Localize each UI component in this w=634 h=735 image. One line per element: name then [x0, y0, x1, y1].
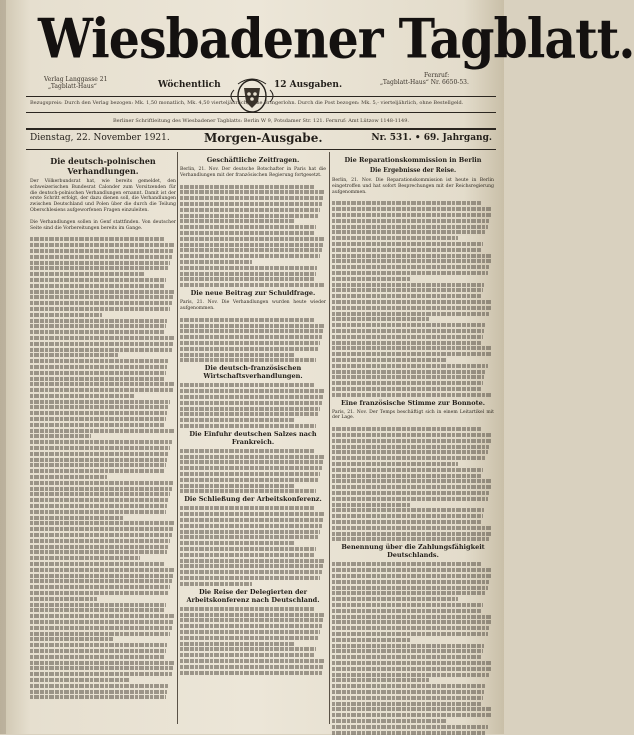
text-line	[30, 324, 166, 328]
text-line	[30, 394, 134, 398]
article-paragraph: Paris, 21. Nov. Die Verhandlungen wurden heute wieder aufgenommen.	[180, 300, 326, 311]
text-line	[30, 545, 169, 549]
text-line	[30, 492, 170, 496]
text-line	[332, 445, 489, 449]
header-rule-bottom	[26, 128, 496, 130]
text-line	[332, 370, 486, 374]
text-line	[180, 418, 294, 422]
article-column-1	[30, 154, 176, 724]
text-line	[30, 539, 170, 543]
text-line	[30, 533, 172, 537]
text-line	[332, 393, 492, 397]
text-line	[30, 521, 175, 525]
text-line	[180, 553, 314, 557]
header-rule-top	[26, 96, 496, 97]
text-line	[30, 649, 166, 653]
text-line	[30, 359, 169, 363]
text-line	[332, 491, 489, 495]
issues-label: 12 Ausgaben.	[274, 80, 343, 90]
edition-name: Morgen-Ausgabe.	[204, 131, 323, 145]
berlin-office-info: Berliner Schriftleitung des Wiesbadener Tagblatts: Berlin W 9, Potsdamer Str. 121. Fernruf: Amt Lützow 1148-1149.	[113, 118, 409, 124]
text-line	[332, 615, 492, 619]
text-line	[332, 537, 489, 541]
text-line	[30, 313, 102, 317]
dateline	[30, 132, 492, 146]
text-line	[332, 259, 491, 263]
text-line	[332, 591, 486, 595]
text-line	[30, 405, 169, 409]
text-line	[332, 580, 489, 584]
text-line	[332, 306, 491, 310]
text-line	[332, 283, 484, 287]
publisher-house: „Tagblatt-Haus“	[48, 83, 97, 90]
text-line	[30, 568, 175, 572]
section-heading: Die neue Beitrag zur Schuldfrage.	[190, 289, 316, 298]
text-line	[180, 341, 320, 345]
text-line	[30, 516, 123, 520]
body-text-lines	[180, 383, 326, 428]
text-line	[332, 329, 484, 333]
text-line	[30, 458, 167, 462]
column-divider-2	[329, 152, 330, 724]
text-line	[180, 535, 319, 539]
text-line	[332, 236, 458, 240]
issue-number: Nr. 531. • 69. Jahrgang.	[371, 133, 492, 143]
text-line	[30, 348, 172, 352]
text-line	[332, 468, 483, 472]
text-line	[180, 219, 294, 223]
text-line	[30, 434, 91, 438]
text-line	[180, 324, 325, 328]
text-line	[180, 266, 317, 270]
text-line	[332, 462, 458, 466]
article-paragraph: Berlin, 21. Nov. Der deutsche Botschafter in Paris hat die Verhandlungen mit der französischen Regierung fortgesetzt.	[180, 167, 326, 178]
text-line	[30, 365, 167, 369]
coat-of-arms-icon	[214, 72, 290, 116]
text-line	[30, 336, 175, 340]
text-line	[30, 510, 166, 514]
text-line	[332, 288, 483, 292]
text-line	[180, 449, 314, 453]
text-line	[332, 346, 492, 350]
masthead-title: Wiesbadener Tagblatt.	[38, 7, 634, 71]
text-line	[332, 375, 484, 379]
text-line	[332, 300, 492, 304]
text-line	[332, 562, 481, 566]
text-line	[332, 456, 486, 460]
text-line	[30, 562, 164, 566]
text-line	[30, 597, 97, 601]
text-line	[332, 317, 429, 321]
text-line	[180, 318, 314, 322]
text-line	[180, 624, 322, 628]
body-text-lines	[332, 201, 494, 396]
text-line	[30, 388, 173, 392]
text-line	[30, 382, 175, 386]
text-line	[180, 231, 314, 235]
text-line	[180, 196, 323, 200]
text-line	[332, 207, 492, 211]
text-line	[332, 678, 429, 682]
text-line	[332, 294, 481, 298]
text-line	[30, 290, 175, 294]
text-line	[332, 644, 484, 648]
text-line	[180, 335, 322, 339]
text-line	[332, 503, 411, 507]
text-line	[30, 440, 172, 444]
text-line	[332, 427, 481, 431]
text-line	[30, 295, 173, 299]
text-line	[180, 401, 322, 405]
body-text-lines	[30, 237, 176, 699]
text-line	[332, 632, 488, 636]
text-line	[30, 307, 170, 311]
text-line	[180, 472, 320, 476]
text-line	[30, 678, 129, 682]
text-line	[180, 506, 314, 510]
text-line	[30, 666, 173, 670]
text-line	[180, 243, 323, 247]
text-line	[30, 690, 167, 694]
text-line	[180, 225, 316, 229]
text-line	[30, 463, 166, 467]
text-line	[332, 603, 483, 607]
text-line	[180, 202, 322, 206]
text-line	[332, 433, 492, 437]
text-line	[332, 364, 488, 368]
text-line	[30, 643, 167, 647]
article-paragraph: Die Verhandlungen sollen in Genf stattfinden. Von deutscher Seite sind die Vorbereitungen bereits im Gange.	[30, 219, 176, 231]
text-line	[332, 568, 492, 572]
text-line	[332, 731, 486, 735]
section-heading: Die Schließung der Arbeitskonferenz.	[184, 495, 322, 504]
text-line	[180, 665, 323, 669]
text-line	[332, 649, 483, 653]
text-line	[332, 341, 481, 345]
text-line	[180, 630, 320, 634]
text-line	[30, 574, 173, 578]
text-line	[30, 498, 169, 502]
text-line	[30, 637, 113, 641]
text-line	[180, 329, 323, 333]
text-line	[332, 514, 483, 518]
text-line	[332, 690, 484, 694]
text-line	[332, 609, 481, 613]
text-line	[332, 574, 491, 578]
text-line	[180, 347, 319, 351]
text-line	[180, 237, 325, 241]
text-line	[30, 330, 164, 334]
text-line	[30, 266, 169, 270]
text-line	[30, 261, 170, 265]
article-heading: Die deutsch-polnischen Verhandlungen.	[50, 156, 156, 176]
text-line	[332, 702, 481, 706]
text-line	[180, 576, 320, 580]
section-heading: Benennung über die Zahlungsfähigkeit Deutschlands.	[341, 543, 485, 560]
text-line	[180, 582, 252, 586]
text-line	[332, 439, 491, 443]
text-line	[30, 695, 166, 699]
text-line	[332, 719, 447, 723]
text-line	[332, 265, 489, 269]
page-edge-shadow	[0, 0, 6, 734]
text-line	[30, 371, 166, 375]
text-line	[332, 532, 491, 536]
text-line	[180, 659, 325, 663]
text-line	[332, 323, 486, 327]
text-line	[30, 661, 175, 665]
text-line	[332, 696, 483, 700]
subscription-info: Bezugspreis: Durch den Verlag bezogen: Mk. 1,50 monatlich, Mk. 4,50 vierteljährlich, ohne Bringerlohn. Durch die Post bezogen: Mk. 5,- vierteljährlich, ohne Bestellgeld.	[30, 100, 464, 106]
article-paragraph: Der Völkerbundsrat hat, wie bereits gemeldet, den schweizerischen Bundesrat Calonder zum Vorsitzenden für die deutsch-polnischen Verhandlungen ernannt. Damit ist der erste Schritt erfolgt, der dazu dienen soll, die Verhandlungen zwischen Deutschland und Polen über die durch die Teilung Oberschlesiens aufgeworfenen Fragen einzuleiten.	[30, 179, 176, 213]
text-line	[180, 570, 322, 574]
text-line	[180, 460, 323, 464]
text-line	[180, 466, 322, 470]
text-line	[180, 642, 294, 646]
section-heading: Geschäftliche Zeitfragen.	[206, 156, 300, 164]
text-line	[332, 520, 481, 524]
text-line	[180, 455, 325, 459]
text-line	[180, 272, 316, 276]
text-line	[30, 452, 169, 456]
text-line	[180, 383, 314, 387]
text-line	[30, 423, 164, 427]
text-line	[180, 353, 294, 357]
text-line	[180, 389, 325, 393]
text-line	[30, 342, 173, 346]
text-line	[180, 358, 316, 362]
body-text-lines	[180, 449, 326, 494]
coat-of-arms-emblem	[214, 72, 290, 116]
text-line	[332, 626, 489, 630]
text-line	[180, 653, 314, 657]
text-line	[332, 230, 486, 234]
text-line	[30, 417, 166, 421]
text-line	[30, 469, 164, 473]
text-line	[332, 526, 492, 530]
text-line	[180, 671, 322, 675]
text-line	[332, 352, 491, 356]
text-line	[30, 527, 173, 531]
body-text-lines	[332, 562, 494, 734]
text-line	[30, 446, 170, 450]
text-line	[332, 201, 481, 205]
text-line	[30, 591, 169, 595]
text-line	[30, 272, 144, 276]
text-line	[332, 248, 481, 252]
phone-number: „Tagblatt-Haus“ Nr. 6650-53.	[380, 79, 469, 86]
text-line	[180, 260, 252, 264]
text-line	[30, 655, 164, 659]
article-paragraph: Paris, 21. Nov. Der Temps beschäftigt sich in einem Leitartikel mit der Lage.	[332, 409, 494, 421]
text-line	[30, 550, 167, 554]
text-line	[332, 254, 492, 258]
dateline-rule	[26, 149, 496, 150]
text-line	[332, 242, 483, 246]
text-line	[180, 214, 319, 218]
article-column-2	[180, 154, 326, 724]
article-paragraph: Berlin, 21. Nov. Die Reparationskommission ist heute in Berlin eingetroffen und hat sofort Besprechungen mit der Reichsregierung aufgenommen.	[332, 178, 494, 195]
text-line	[332, 497, 488, 501]
text-line	[180, 541, 294, 545]
section-heading: Die Einfuhr deutschen Salzes nach Frankreich.	[189, 429, 317, 446]
section-heading: Eine französische Stimme zur Bonnote.	[340, 398, 486, 407]
text-line	[332, 597, 458, 601]
text-line	[332, 474, 481, 478]
text-line	[30, 411, 167, 415]
text-line	[180, 277, 314, 281]
text-line	[30, 353, 118, 357]
text-line	[332, 620, 491, 624]
text-line	[30, 626, 172, 630]
text-line	[332, 225, 488, 229]
text-line	[180, 254, 320, 258]
text-line	[30, 475, 107, 479]
text-line	[30, 579, 172, 583]
text-line	[180, 607, 314, 611]
body-text-lines	[180, 185, 326, 288]
text-line	[332, 450, 488, 454]
text-line	[30, 319, 167, 323]
text-line	[30, 556, 140, 560]
text-line	[180, 185, 314, 189]
section-subheading: Die Ergebnisse der Reise.	[369, 167, 457, 174]
text-line	[30, 249, 173, 253]
weekly-label: Wöchentlich	[158, 80, 221, 90]
text-line	[332, 387, 481, 391]
text-line	[30, 620, 173, 624]
text-line	[180, 395, 323, 399]
text-line	[332, 707, 492, 711]
text-line	[30, 429, 175, 433]
text-line	[180, 407, 320, 411]
text-line	[180, 559, 325, 563]
text-line	[180, 613, 325, 617]
publisher-address: Verlag Langgasse 21	[44, 76, 108, 83]
text-line	[180, 190, 325, 194]
text-line	[180, 412, 319, 416]
text-line	[30, 243, 175, 247]
text-line	[30, 400, 170, 404]
text-line	[30, 585, 170, 589]
column-divider-1	[177, 152, 178, 724]
text-line	[332, 508, 484, 512]
text-line	[30, 603, 166, 607]
text-line	[332, 673, 489, 677]
text-line	[332, 271, 488, 275]
text-line	[30, 284, 164, 288]
text-line	[30, 504, 167, 508]
text-line	[30, 672, 172, 676]
text-line	[332, 684, 486, 688]
text-line	[30, 301, 172, 305]
text-line	[30, 278, 166, 282]
text-line	[30, 684, 169, 688]
body-text-lines	[180, 318, 326, 363]
issue-date: Dienstag, 22. November 1921.	[30, 133, 170, 143]
text-line	[180, 518, 323, 522]
text-line	[180, 512, 325, 516]
text-line	[332, 638, 411, 642]
text-line	[180, 647, 316, 651]
text-line	[30, 614, 175, 618]
text-line	[180, 618, 323, 622]
text-line	[30, 487, 172, 491]
text-line	[332, 213, 491, 217]
body-text-lines	[180, 506, 326, 585]
text-line	[332, 381, 483, 385]
body-text-lines	[180, 607, 326, 675]
text-line	[180, 530, 320, 534]
section-heading: Die Reparationskommission in Berlin	[344, 156, 482, 164]
text-line	[180, 489, 316, 493]
text-line	[332, 667, 491, 671]
text-line	[332, 713, 491, 717]
text-line	[332, 277, 411, 281]
text-line	[180, 547, 316, 551]
text-line	[30, 377, 164, 381]
text-line	[332, 586, 488, 590]
text-line	[30, 481, 173, 485]
text-line	[332, 655, 481, 659]
text-line	[332, 335, 483, 339]
text-line	[180, 484, 294, 488]
article-column-3	[332, 154, 494, 724]
text-line	[30, 608, 164, 612]
text-line	[180, 564, 323, 568]
phone-label: Fernruf:	[424, 72, 450, 79]
text-line	[332, 358, 447, 362]
header-rule-mid	[26, 112, 496, 113]
section-heading: Die Reise der Delegierten der Arbeitskonferenz nach Deutschland.	[186, 587, 320, 604]
text-line	[332, 661, 492, 665]
text-line	[30, 237, 164, 241]
text-line	[180, 208, 320, 212]
text-line	[30, 632, 170, 636]
text-line	[332, 725, 488, 729]
text-line	[180, 524, 322, 528]
text-line	[332, 485, 491, 489]
text-line	[180, 248, 322, 252]
text-line	[332, 479, 492, 483]
text-line	[180, 636, 319, 640]
section-heading: Die deutsch-französischen Wirtschaftsverhandlungen.	[203, 364, 303, 381]
text-line	[332, 219, 489, 223]
text-line	[180, 283, 325, 287]
text-line	[30, 255, 172, 259]
text-line	[180, 424, 316, 428]
text-line	[180, 478, 319, 482]
body-text-lines	[332, 427, 494, 541]
text-line	[332, 312, 489, 316]
